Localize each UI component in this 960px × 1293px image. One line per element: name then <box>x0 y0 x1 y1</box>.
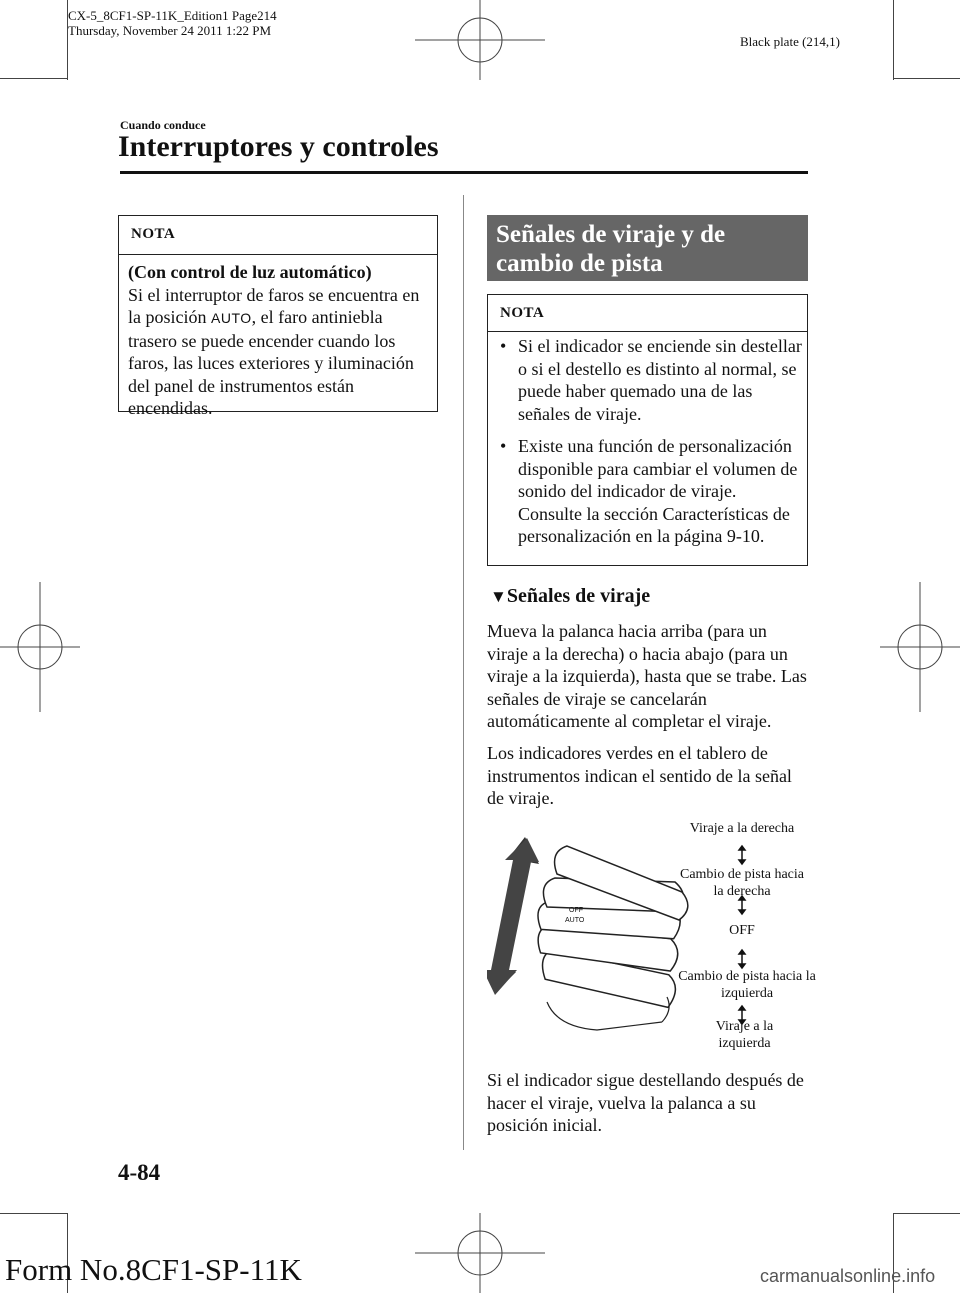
note-bullet: • Si el indicador se enciende sin destellar o si el destello es distinto al normal, se puede haber quemado una de las señales de viraje. <box>492 335 803 425</box>
paragraph-2: Los indicadores verdes en el tablero de instrumentos indican el sentido de la señal de viraje. <box>487 743 792 808</box>
double-arrow-icon <box>487 837 539 995</box>
label-off: OFF <box>729 923 755 938</box>
note-body <box>128 261 431 420</box>
file-info-line1: CX-5_8CF1-SP-11K_Edition1 Page214 <box>68 8 277 23</box>
triangle-down-icon: ▼ <box>490 587 507 606</box>
file-info-line2: Thursday, November 24 2011 1:22 PM <box>68 23 272 38</box>
label-lane-change-right: Cambio de pista hacia la derecha <box>679 867 805 899</box>
form-number: Form No.8CF1-SP-11K <box>5 1252 302 1287</box>
section-label: Cuando conduce <box>120 118 206 132</box>
note-bullets <box>492 335 803 548</box>
label-left-turn: Viraje a la izquierda <box>715 1019 774 1051</box>
section-title: Interruptores y controles <box>118 130 439 163</box>
crop-mark <box>67 0 68 80</box>
registration-mark-top <box>415 0 545 80</box>
note-text-1: Si el interruptor de faros se encuentra en la posición <box>128 284 420 327</box>
stalk-label-off: OFF <box>569 907 583 914</box>
registration-mark-right <box>880 582 960 712</box>
note-subheading: (Con control de luz automático) <box>128 262 372 282</box>
auto-icon: AUTO <box>211 310 252 326</box>
label-right-turn: Viraje a la derecha <box>689 821 795 836</box>
crop-mark <box>0 78 68 79</box>
crop-mark <box>893 78 960 79</box>
paragraph-1: Mueva la palanca hacia arriba (para un viraje a la derecha) o hacia abajo (para un viraje a la izquierda), hasta que se trabe. Las señales de viraje se cancelarán automáticamente al completar el viraje. <box>487 621 807 731</box>
label-lane-change-left: Cambio de pista hacia la izquierda <box>678 969 816 1001</box>
paragraph-3: Si el indicador sigue destellando después de hacer el viraje, vuelva la palanca a su posición inicial. <box>487 1070 804 1135</box>
note-box <box>118 215 438 418</box>
crop-mark <box>893 1213 960 1214</box>
column-divider <box>463 195 464 1150</box>
note-box-right <box>487 294 808 566</box>
watermark: carmanualsonline.info <box>760 1266 936 1286</box>
note-text-2: , el faro antiniebla trasero se puede encender cuando los faros, las luces exteriores y iluminación del panel de instrumentos están encendidas. <box>128 307 414 418</box>
file-info <box>68 8 277 38</box>
plate-label: Black plate (214,1) <box>740 34 840 49</box>
stalk-label-auto: AUTO <box>565 917 585 924</box>
registration-mark-left <box>0 582 80 712</box>
crop-mark <box>0 1213 68 1214</box>
crop-mark <box>893 0 894 80</box>
section-banner: Señales de viraje y de cambio de pista <box>487 215 808 281</box>
stalk-layers <box>536 846 688 1008</box>
section-rule <box>120 171 808 174</box>
subheading: ▼Señales de viraje <box>490 585 651 607</box>
turn-signal-diagram <box>487 812 816 1062</box>
note-heading-right: NOTA <box>500 305 545 321</box>
page-number: 4-84 <box>118 1160 161 1185</box>
registration-mark-bottom <box>415 1213 545 1293</box>
note-heading: NOTA <box>131 226 176 242</box>
note-bullet: • Existe una función de personalización disponible para cambiar el volumen de sonido del indicador de viraje. Consulte la sección Características de personalización en la página 9-10. <box>492 435 803 548</box>
